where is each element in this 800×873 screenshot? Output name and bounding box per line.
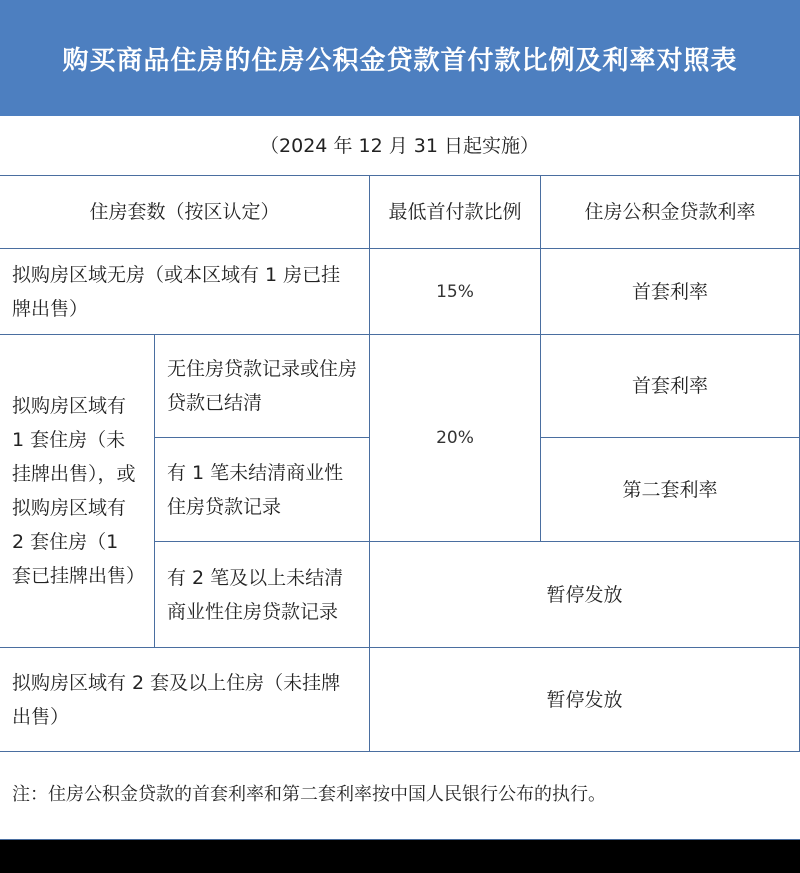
header-loan-rate-text: 住房公积金贷款利率 [584, 201, 756, 223]
sub-no-loan-rate-text: 首套利率 [631, 375, 708, 397]
row-one-or-two-label [0, 335, 155, 648]
row-one-or-two-ratio-text: 20% [436, 428, 474, 448]
header-min-down-payment-text: 最低首付款比例 [388, 201, 522, 223]
row-no-house-ratio [370, 249, 541, 335]
sub-two-loans-status [370, 542, 800, 648]
sub-one-loan-label [155, 438, 370, 542]
sub-one-loan-rate [541, 438, 800, 542]
header-loan-rate [541, 176, 800, 249]
row-no-house-label-text: 拟购房区域无房（或本区域有 1 房已挂牌出售） [12, 263, 341, 320]
header-housing-count [0, 176, 370, 249]
row-no-house-ratio-text: 15% [436, 281, 474, 302]
footnote: 注：住房公积金贷款的首套利率和第二套利率按中国人民银行公布的执行。 [12, 784, 606, 805]
header-min-down-payment [370, 176, 541, 249]
row-two-plus-status [370, 648, 800, 752]
sub-one-loan-rate-text: 第二套利率 [622, 478, 718, 501]
row-two-plus-label-text: 拟购房区域有 2 套及以上住房（未挂牌出售） [12, 671, 341, 728]
rate-table [0, 116, 800, 752]
row-no-house-label [0, 249, 370, 335]
title-bar [0, 0, 800, 116]
row-two-plus-status-text: 暂停发放 [546, 688, 623, 711]
sub-two-loans-label [155, 542, 370, 648]
sub-one-loan-label-text: 有 1 笔未结清商业性住房贷款记录 [167, 461, 344, 518]
row-one-or-two-ratio [370, 335, 541, 542]
header-housing-count-text: 住房套数（按区认定） [89, 201, 280, 223]
sub-two-loans-status-text: 暂停发放 [546, 583, 623, 606]
sub-no-loan-label [155, 335, 370, 438]
sub-no-loan-label-text: 无住房贷款记录或住房贷款已结清 [167, 358, 358, 414]
sub-two-loans-label-text: 有 2 笔及以上未结清商业性住房贷款记录 [167, 566, 344, 623]
table-subtitle-text: （2024 年 12 月 31 日起实施） [260, 134, 539, 157]
row-no-house-rate [541, 249, 800, 335]
sub-no-loan-rate [541, 335, 800, 438]
page-title: 购买商品住房的住房公积金贷款首付款比例及利率对照表 [62, 45, 738, 76]
row-two-plus-label [0, 648, 370, 752]
row-no-house-rate-text: 首套利率 [631, 280, 708, 303]
row-one-or-two-label-text: 拟购房区域有 1 套住房（未挂牌出售），或拟购房区域有 2 套住房（1 套已挂牌出售） [12, 395, 146, 587]
table-subtitle [0, 116, 800, 176]
bottom-divider [0, 839, 800, 840]
